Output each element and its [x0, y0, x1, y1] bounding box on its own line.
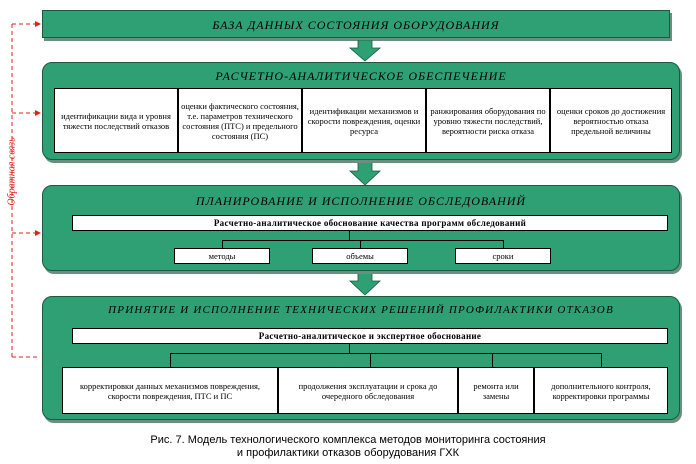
- decisions-connector: [170, 353, 602, 354]
- decisions-connector: [601, 353, 602, 367]
- planning-title: ПЛАНИРОВАНИЕ И ИСПОЛНЕНИЕ ОБСЛЕДОВАНИЙ: [195, 194, 527, 208]
- planning-connector: [349, 231, 350, 240]
- decisions-connector: [492, 353, 493, 367]
- planning-connector: [222, 240, 504, 241]
- decision-item-1: корректировки данных механизмов повреждения, скорости повреждения, ПТС и ПС: [62, 367, 278, 414]
- planning-connector: [222, 240, 223, 248]
- analytics-box-3: идентификации механизмов и скорости повреждения, оценки ресурса: [302, 88, 426, 153]
- analytics-box-5: оценки сроков до достижения вероятностью отказа предельной величины: [550, 88, 672, 153]
- arrow-down-3: [348, 269, 388, 296]
- database-title: БАЗА ДАННЫХ СОСТОЯНИЯ ОБОРУДОВАНИЯ: [212, 18, 500, 32]
- decisions-connector: [170, 353, 171, 367]
- arrow-down-2: [348, 160, 388, 186]
- analytics-title: РАСЧЕТНО-АНАЛИТИЧЕСКОЕ ОБЕСПЕЧЕНИЕ: [215, 69, 507, 83]
- planning-header: Расчетно-аналитическое обоснование качества программ обследований: [72, 215, 668, 231]
- database-bar: [42, 10, 670, 38]
- decision-item-2: продолжения эксплуатации и срока до очередного обследования: [278, 367, 458, 414]
- analytics-box-2: оценки фактического состояния, т.е. параметров технического состояния (ПТС) и предельного состояния (ПС): [178, 88, 302, 153]
- decisions-header: Расчетно-аналитическое и экспертное обоснование: [72, 328, 668, 344]
- decision-item-3: ремонта или замены: [458, 367, 534, 414]
- arrow-down-1: [348, 40, 388, 62]
- decisions-title: ПРИНЯТИЕ И ИСПОЛНЕНИЕ ТЕХНИЧЕСКИХ РЕШЕНИЙ ПРОФИЛАКТИКИ ОТКАЗОВ: [108, 304, 614, 316]
- planning-connector: [360, 240, 361, 248]
- feedback-label: Обратная связь: [6, 137, 18, 206]
- figure-caption-line-2: и профилактики отказов оборудования ГХК: [236, 447, 460, 459]
- decisions-connector: [370, 353, 371, 367]
- decision-item-4: дополнительного контроля, корректировки программы: [534, 367, 668, 414]
- planning-item-terms: сроки: [455, 248, 551, 264]
- analytics-box-4: ранжирования оборудования по уровню тяжести последствий, вероятности риска отказа: [426, 88, 550, 153]
- planning-connector: [503, 240, 504, 248]
- planning-item-methods: методы: [174, 248, 270, 264]
- planning-item-volumes: объемы: [312, 248, 408, 264]
- decisions-connector: [349, 344, 350, 353]
- analytics-box-1: идентификации вида и уровня тяжести последствий отказов: [54, 88, 178, 153]
- figure-caption-line-1: Рис. 7. Модель технологического комплекса методов мониторинга состояния: [150, 434, 546, 446]
